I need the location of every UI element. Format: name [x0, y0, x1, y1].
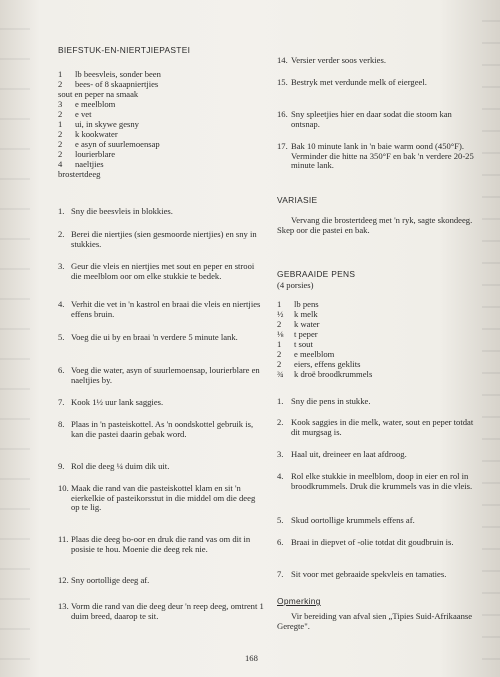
- recipe-title: BIEFSTUK-EN-NIERTJIEPASTEI: [58, 45, 191, 55]
- method-step: 1. Sny die beesvleis in blokkies.: [58, 206, 173, 216]
- ingredient-line: ⅛ t peper: [277, 329, 318, 339]
- method-step: 5. Voeg die ui by en braai 'n verdere 5 minute lank.: [58, 332, 238, 342]
- ingredient-line: 3 e meelblom: [58, 99, 116, 109]
- method-step: 15. Bestryk met verdunde melk of eiergeel.: [277, 77, 427, 87]
- method-step: 4. Rol elke stukkie in meelblom, doop in eier en rol in broodkrummels. Druk die krummels vas in die vleis.: [277, 471, 473, 491]
- method-step: 14. Versier verder soos verkies.: [277, 55, 386, 65]
- method-step: 10. Maak die rand van die pasteiskottel klam en sit 'n eierkelkie of pasteikorsstut in die middel om die deeg op te lig.: [58, 483, 256, 513]
- method-step: 9. Rol die deeg ¼ duim dik uit.: [58, 461, 170, 471]
- method-step: 8. Plaas in 'n pasteiskottel. As 'n oondskottel gebruik is, kan die pastei daarin gebak word.: [58, 419, 254, 439]
- right-margin-bleed: [482, 0, 500, 677]
- method-step: 11. Plaas die deeg bo-oor en druk die rand vas om dit in posisie te hou. Moenie die deeg rek nie.: [58, 534, 251, 554]
- page-number: 168: [245, 653, 258, 663]
- method-step: 16. Sny spleetjies hier en daar sodat die stoom kan ontsnap.: [277, 109, 452, 129]
- left-margin-bleed: [0, 0, 30, 677]
- ingredient-line: sout en peper na smaak: [58, 89, 139, 99]
- ingredient-line: 2 e asyn of suurlemoensap: [58, 139, 160, 149]
- ingredient-line: 2 bees- of 8 skaapniertjies: [58, 79, 159, 89]
- ingredient-line: 2 eiers, effens geklits: [277, 359, 361, 369]
- method-step: 5. Skud oortollige krummels effens af.: [277, 515, 415, 525]
- ingredient-line: ½ k melk: [277, 309, 318, 319]
- ingredient-line: 1 lb pens: [277, 299, 319, 309]
- note-heading: Opmerking: [277, 596, 321, 606]
- variation-heading: VARIASIE: [277, 195, 318, 205]
- ingredient-line: 1 lb beesvleis, sonder been: [58, 69, 161, 79]
- method-step: 2. Kook saggies in die melk, water, sout en peper totdat dit murgsag is.: [277, 417, 474, 437]
- left-column: [58, 0, 265, 677]
- ingredient-line: 2 e meelblom: [277, 349, 335, 359]
- method-step: 3. Haal uit, dreineer en laat afdroog.: [277, 449, 407, 459]
- ingredient-line: 4 naeltjies: [58, 159, 104, 169]
- ingredient-line: brostertdeeg: [58, 169, 101, 179]
- servings-note: (4 porsies): [277, 280, 314, 290]
- recipe-title: GEBRAAIDE PENS: [277, 269, 356, 279]
- note-text: Vir bereiding van afval sien „Tipies Suid-Afrikaanse Geregte".: [277, 611, 473, 631]
- method-step: 1. Sny die pens in stukke.: [277, 396, 371, 406]
- method-step: 4. Verhit die vet in 'n kastrol en braai die vleis en niertjies effens bruin.: [58, 299, 261, 319]
- ingredient-line: 2 e vet: [58, 109, 92, 119]
- method-step: 6. Voeg die water, asyn of suurlemoensap, lourierblare en naeltjies by.: [58, 365, 260, 385]
- method-step: 3. Geur die vleis en niertjies met sout en peper en strooi die meelblom oor om elke stukkie te bedek.: [58, 261, 255, 281]
- ingredient-line: 1 t sout: [277, 339, 313, 349]
- right-column: [277, 0, 477, 677]
- method-step: 7. Sit voor met gebraaide spekvleis en tamaties.: [277, 569, 447, 579]
- method-step: 12. Sny oortollige deeg af.: [58, 575, 150, 585]
- method-step: 13. Vorm die rand van die deeg deur 'n reep deeg, omtrent 1 duim breed, daarop te sit.: [58, 601, 264, 621]
- ingredient-line: 2 k water: [277, 319, 320, 329]
- method-step: 7. Kook 1½ uur lank saggies.: [58, 397, 164, 407]
- variation-text: Vervang die brostertdeeg met 'n ryk, sagte skondeeg. Skep oor die pastei en bak.: [277, 215, 473, 235]
- ingredient-line: 2 lourierblare: [58, 149, 116, 159]
- ingredient-line: 1 ui, in skywe gesny: [58, 119, 139, 129]
- method-step: 17. Bak 10 minute lank in 'n baie warm oond (450°F). Verminder die hitte na 350°F en bak 'n verdere 20-25 minute lank.: [277, 141, 474, 171]
- method-step: 6. Braai in diepvet of -olie totdat dit goudbruin is.: [277, 537, 454, 547]
- method-step: 2. Berei die niertjies (sien gesmoorde niertjies) en sny in stukkies.: [58, 229, 257, 249]
- ingredient-line: ¾ k droë broodkrummels: [277, 369, 373, 379]
- ingredient-line: 2 k kookwater: [58, 129, 118, 139]
